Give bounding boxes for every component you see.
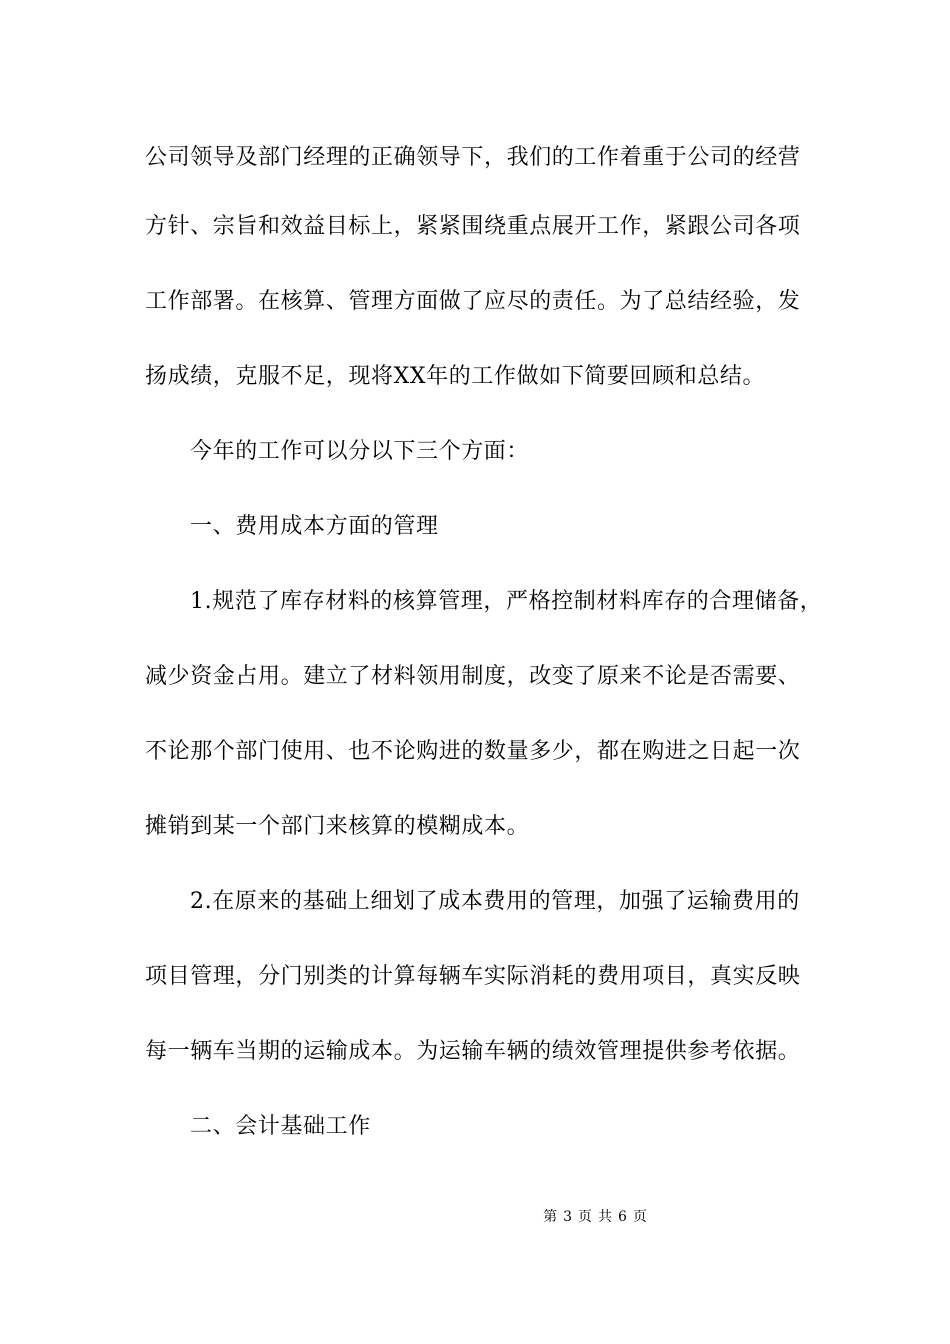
section-heading-2: 二、会计基础工作 [190,1114,371,1139]
item-1-line-2: 减少资金占用。建立了材料领用制度，改变了原来不论是否需要、 [145,664,801,689]
item-1-line-3: 不论那个部门使用、也不论购进的数量多少，都在购进之日起一次 [145,739,801,764]
item-2-line-2: 项目管理，分门别类的计算每辆车实际消耗的费用项目，真实反映 [145,964,801,989]
footer-suffix: 页 [632,1209,647,1225]
body-line-1: 公司领导及部门经理的正确领导下，我们的工作着重于公司的经营 [145,145,801,170]
paragraph-intro: 今年的工作可以分以下三个方面： [190,439,530,464]
item-2-line-1: 2.在原来的基础上细划了成本费用的管理，加强了运输费用的 [190,889,800,914]
body-line-4: 扬成绩，克服不足，现将XX年的工作做如下简要回顾和总结。 [145,364,766,389]
footer-total-word: 共 [598,1209,612,1225]
footer-page-word: 页 [578,1209,592,1225]
body-line-3: 工作部署。在核算、管理方面做了应尽的责任。为了总结经验，发 [145,289,801,314]
body-line-2: 方针、宗旨和效益目标上，紧紧围绕重点展开工作，紧跟公司各项 [145,214,801,239]
footer-total-pages: 6 [618,1209,627,1225]
section-heading-1: 一、费用成本方面的管理 [190,514,439,539]
footer-prefix: 第 [543,1209,558,1225]
footer-current-page: 3 [563,1209,572,1225]
item-1-line-1: 1.规范了库存材料的核算管理，严格控制材料库存的合理储备， [190,589,823,614]
item-2-line-3: 每一辆车当期的运输成本。为运输车辆的绩效管理提供参考依据。 [145,1039,801,1064]
item-1-line-4: 摊销到某一个部门来核算的模糊成本。 [145,814,530,839]
page-footer [0,1207,950,1227]
